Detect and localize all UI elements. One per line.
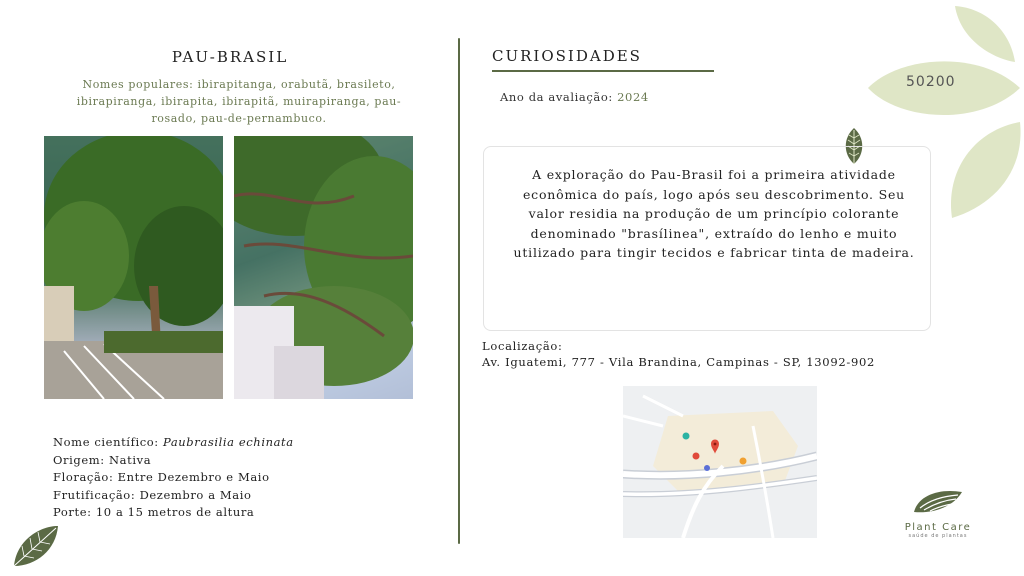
count-badge: 50200 bbox=[906, 74, 956, 90]
fact-size: Porte: 10 a 15 metros de altura bbox=[53, 505, 255, 519]
brand-name: Plant Care bbox=[904, 522, 972, 533]
plant-photo-tree bbox=[44, 136, 223, 399]
location-map[interactable] bbox=[623, 386, 817, 538]
column-divider bbox=[458, 38, 460, 544]
brand-tagline: saúde de plantas bbox=[908, 533, 968, 539]
leaf-decoration-bottom-left bbox=[10, 522, 62, 570]
fact-fruiting: Frutificação: Dezembro a Maio bbox=[53, 487, 252, 502]
location-address: Av. Iguatemi, 777 - Vila Brandina, Campinas - SP, 13092-902 bbox=[482, 355, 875, 369]
plant-title: PAU-BRASIL bbox=[171, 48, 289, 66]
curiosities-underline bbox=[492, 70, 714, 72]
curiosity-text: A exploração do Pau-Brasil foi a primeira atividade econômica do país, logo após seu descobrimento. Seu valor residia na produção de um princípio colorante denominado "brasílinea", extraído do lenho e muito utilizado para tingir tecidos e fabricar tinta de madeira. bbox=[513, 167, 915, 260]
fact-scientific-name: Nome científico: Paubrasilia echinata bbox=[53, 435, 294, 449]
brand-logo bbox=[898, 486, 978, 539]
fact-origin: Origem: Nativa bbox=[53, 452, 152, 467]
fact-flowering: Floração: Entre Dezembro e Maio bbox=[53, 470, 270, 484]
popular-names: Nomes populares: ibirapitanga, orabutã, brasileto, ibirapiranga, ibirapita, ibirapitã, muirapiranga, pau-rosado, pau-de-pernambuco. bbox=[76, 78, 402, 125]
location-label: Localização: bbox=[482, 339, 563, 353]
plant-photo-canopy bbox=[234, 136, 413, 399]
plant-care-logo-icon bbox=[910, 486, 966, 516]
plant-facts bbox=[53, 434, 294, 522]
curiosities-title: CURIOSIDADES bbox=[492, 47, 642, 65]
evaluation-year: Ano da avaliação: 2024 bbox=[500, 90, 649, 104]
